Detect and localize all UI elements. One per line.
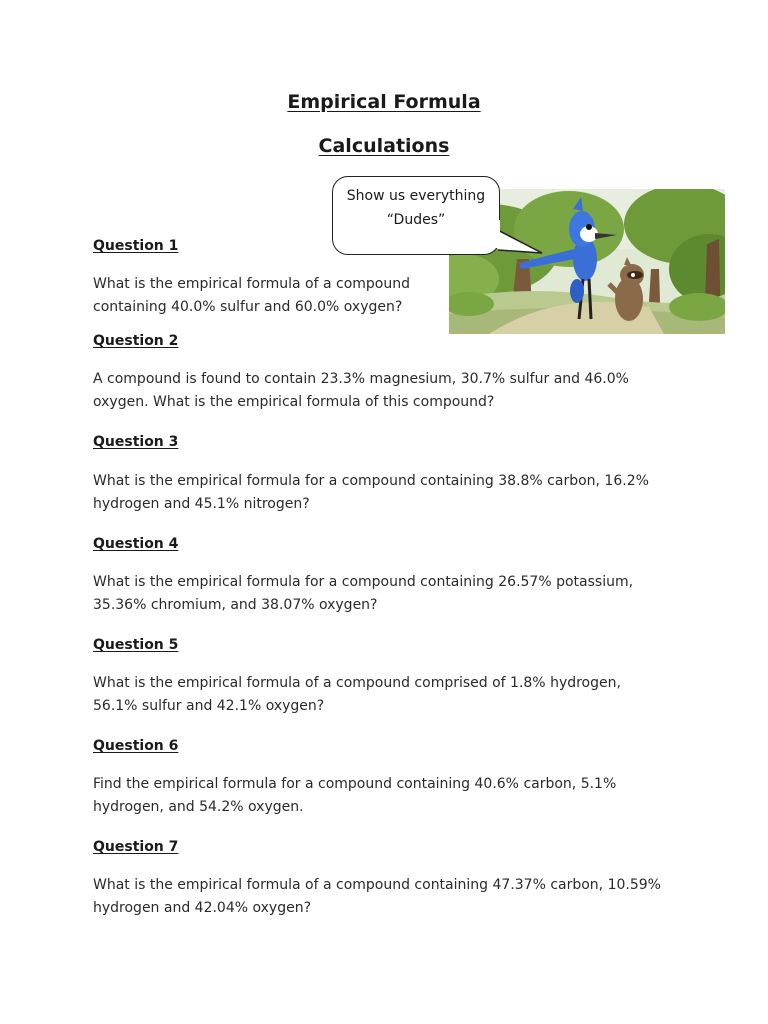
question-5-line1: What is the empirical formula of a compound comprised of 1.8% hydrogen,: [93, 675, 621, 691]
speech-bubble-line2: “Dudes”: [386, 212, 446, 228]
question-1-line1: What is the empirical formula of a compound: [93, 276, 410, 292]
question-3-line1: What is the empirical formula for a compound containing 38.8% carbon, 16.2%: [93, 473, 649, 489]
page-subtitle: Calculations: [318, 135, 450, 157]
question-6-text: [93, 773, 616, 819]
question-2-text: [93, 368, 629, 414]
question-3-heading: Question 3: [93, 434, 179, 450]
question-1-line2: containing 40.0% sulfur and 60.0% oxygen?: [93, 299, 403, 315]
question-4-line2: 35.36% chromium, and 38.07% oxygen?: [93, 597, 378, 613]
question-7-line1: What is the empirical formula of a compound containing 47.37% carbon, 10.59%: [93, 877, 661, 893]
question-2-line1: A compound is found to contain 23.3% magnesium, 30.7% sulfur and 46.0%: [93, 371, 629, 387]
question-4-heading: Question 4: [93, 536, 179, 552]
speech-bubble-line1: Show us everything: [346, 188, 486, 204]
question-7-line2: hydrogen and 42.04% oxygen?: [93, 900, 312, 916]
question-5-text: [93, 672, 621, 718]
question-4-text: [93, 571, 633, 617]
question-3-text: [93, 470, 649, 516]
question-6-line1: Find the empirical formula for a compound containing 40.6% carbon, 5.1%: [93, 776, 617, 792]
question-1-text: [93, 273, 410, 319]
question-5-line2: 56.1% sulfur and 42.1% oxygen?: [93, 698, 325, 714]
question-6-heading: Question 6: [93, 738, 179, 754]
question-4-line1: What is the empirical formula for a compound containing 26.57% potassium,: [93, 574, 634, 590]
question-1-heading: Question 1: [93, 238, 179, 254]
question-2-heading: Question 2: [93, 333, 179, 349]
speech-bubble: [332, 176, 500, 255]
question-3-line2: hydrogen and 45.1% nitrogen?: [93, 496, 310, 512]
speech-bubble-tail: [490, 220, 550, 260]
question-6-line2: hydrogen, and 54.2% oxygen.: [93, 799, 304, 815]
question-2-line2: oxygen. What is the empirical formula of this compound?: [93, 394, 495, 410]
question-5-heading: Question 5: [93, 637, 179, 653]
question-7-text: [93, 874, 661, 920]
page-title: Empirical Formula: [287, 91, 481, 113]
question-7-heading: Question 7: [93, 839, 179, 855]
